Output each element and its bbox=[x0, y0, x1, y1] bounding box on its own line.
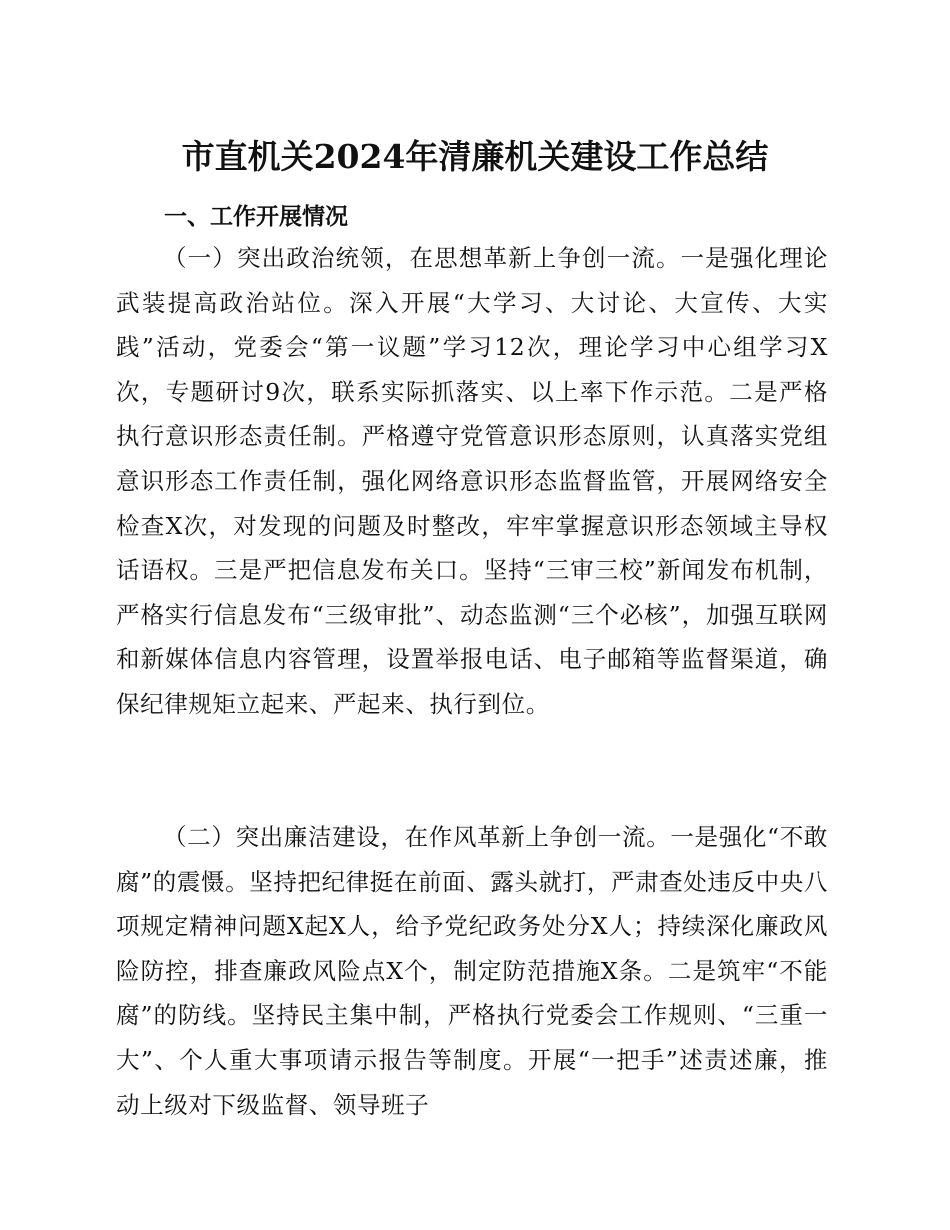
section-heading: 一、工作开展情况 bbox=[164, 204, 348, 230]
document-title: 市直机关2024年清廉机关建设工作总结 bbox=[181, 137, 769, 176]
body-paragraph-2: （二）突出廉洁建设，在作风革新上争创一流。一是强化“不敢腐”的震慑。坚持把纪律挺在前面、露头就打，严肃查处违反中央八项规定精神问题X起X人，给予党纪政务处分X人；持续深化廉政风险防控，排查廉政风险点X个，制定防范措施X条。二是筑牢“不能腐”的防线。坚持民主集中制，严格执行党委会工作规则、“三重一大”、个人重大事项请示报告等制度。开展“一把手”述责述廉，推动上级对下级监督、领导班子 bbox=[116, 823, 828, 1119]
body-paragraph-1: （一）突出政治统领，在思想革新上争创一流。一是强化理论武装提高政治站位。深入开展“大学习、大讨论、大宣传、大实践”活动，党委会“第一议题”学习12次，理论学习中心组学习X次，专题研讨9次，联系实际抓落实、以上率下作示范。二是严格执行意识形态责任制。严格遵守党管意识形态原则，认真落实党组意识形态工作责任制，强化网络意识形态监督监管，开展网络安全检查X次，对发现的问题及时整改，牢牢掌握意识形态领域主导权话语权。三是严把信息发布关口。坚持“三审三校”新闻发布机制，严格实行信息发布“三级审批”、动态监测“三个必核”，加强互联网和新媒体信息内容管理，设置举报电话、电子邮箱等监督渠道，确保纪律规矩立起来、严起来、执行到位。 bbox=[116, 244, 828, 718]
